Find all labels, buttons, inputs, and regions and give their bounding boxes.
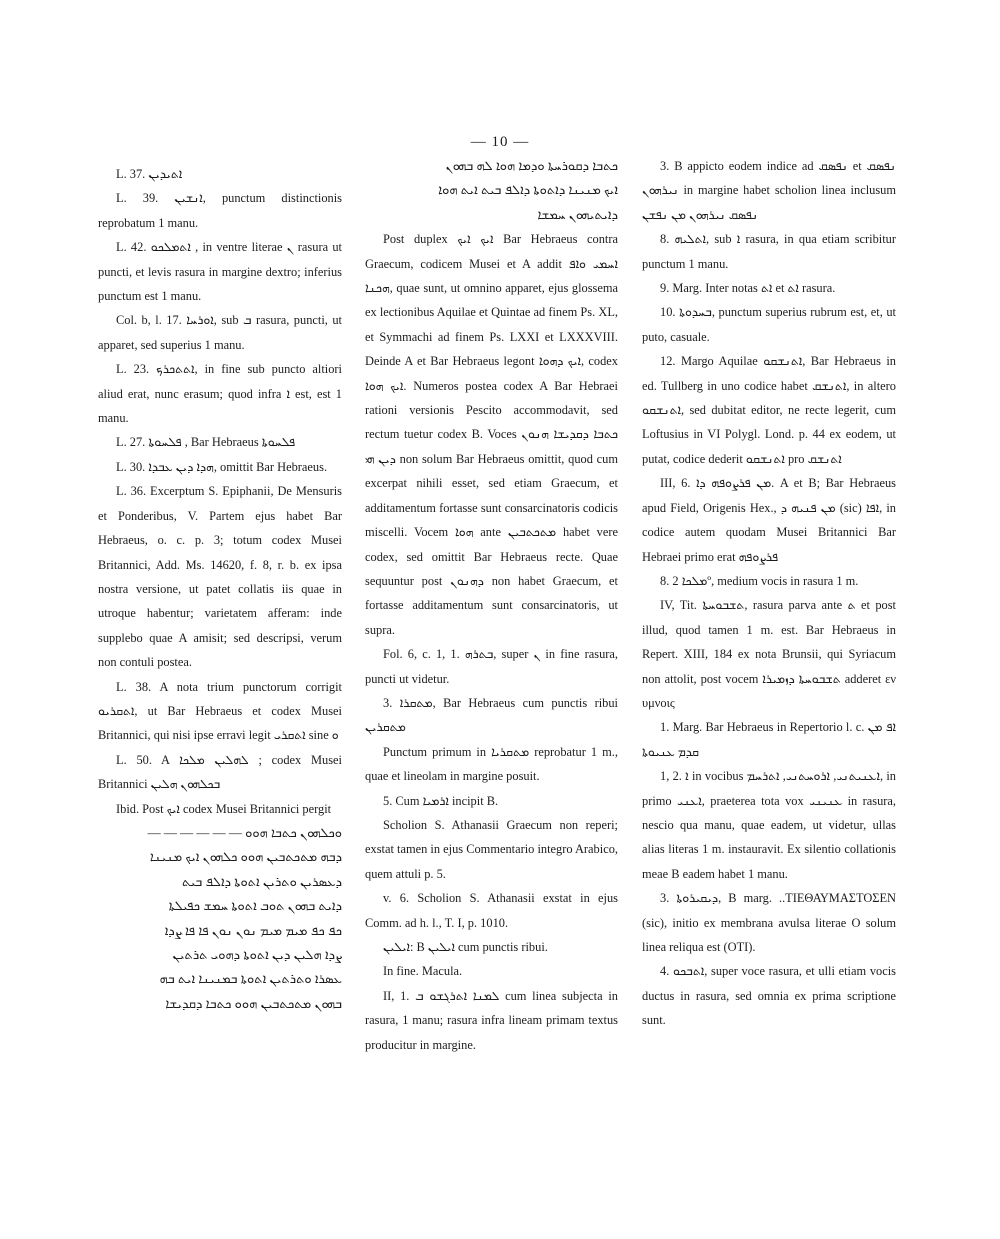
note-paragraph: 12. Margo Aquilae ܐܬܢܫܩܘ, Bar Hebraeus in ed. Tullberg in uno codice habet ܐܬܢܫܩ, in altero ܐܬܢܫܩܘ, sed dubitat editor, ne recte legerit, cum Loftusius in VI Polygl. Lond. p. 44 ex eodem, ut putat, codice dederit ܐܬܢܫܩܘ pro ܐܬܢܫܩ <box>642 354 896 466</box>
note-paragraph: In fine. Macula. <box>383 964 463 979</box>
syriac-line: ܐܝܟ ܡܢܝܢܐ ܕܐܬܘܬܐ ܕܐܠܦ ܒܝܬ ܐܝܬ ܗܘܐ <box>438 182 618 198</box>
note-paragraph: L. 50. A ܠܗܠܝܢ ܡܠܟܐ ; codex Musei Britannici ܒܟܠܗܘܢ ܗܠܝܢ <box>98 752 342 792</box>
note-paragraph: 3. ܡܬܩܪܐ, Bar Hebraeus cum punctis ribui ܡܬܩܪܝܢ <box>365 695 618 735</box>
note-paragraph: Fol. 6, c. 1, 1. ܒܬܪܗ, super ܢ in fine rasura, puncti ut videtur. <box>365 647 618 686</box>
note-paragraph: L. 23. ܐܬܬܟܪܟ, in fine sub puncto altiori aliud erat, nunc erasum; quod infra ܐ est, est 1 manu. <box>98 362 343 426</box>
note-paragraph: 8. ܡܠܟܐ 2º, medium vocis in rasura 1 m. <box>660 573 859 588</box>
page-number: — 10 — <box>470 134 530 150</box>
note-paragraph: L. 37. ܐܬܝܕܝܢ <box>116 167 183 181</box>
syriac-line: ܥܣܪܐ ܘܬܪܬܝܢ ܐܬܘܬܐ ܒܡܢܝܢܐ ܐܝܬ ܒܗ <box>159 971 342 987</box>
syriac-line: ܕܐܝܬܝܗܘܢ ܚܡܫܐ <box>537 206 618 222</box>
note-paragraph: L. 42. ܐܬܡܠܟܘ , in ventre literae ܢ rasura ut puncti, et levis rasura in margine dextro; inferius punctum est 1 manu. <box>98 240 342 304</box>
note-paragraph: L. 39. ܐܢܫܝܢ, punctum distinctionis reprobatum 1 manu. <box>98 191 342 230</box>
syriac-quotation <box>98 821 342 1016</box>
note-paragraph: Col. b, l. 17. ܐܘܪܚܐ, sub ܒ rasura, puncti, ut apparet, sed superius 1 manu. <box>98 313 342 352</box>
note-paragraph: II, 1. ܠܡܢܐ ܐܬܪܓܫܘ ܒ cum linea subjecta in rasura, 1 manu; rasura infra lineam primam textus producitur in margine. <box>365 988 618 1052</box>
right-column <box>642 154 896 1033</box>
note-paragraph: Post duplex ܐܝܟ ܐܝܟ Bar Hebraeus contra Graecum, codicem Musei et A addit ܐܚܡܝ ܘܐܦ ܗܟܢܐ, quae sunt, ut omnino apparet, ejus glossema ex lectionibus Aquilae et Quintae ad finem Ps. XL, et Symmachi ad finem Ps. LXXI et LXXXVIII. Deinde A et Bar Hebraeus legont ܐܝܟ ܕܗܘܐ, codex ܐܝܟ ܗܘܐ. Numeros postea codex A Bar Hebraei rationi versionis Pescito accommodavit, sed rectum tuetur codex B. Voces ܟܬܒܐ ܕܩܕܝܫܐ ܗܢܘܢ ܕܝܢ ܗܝ non solum Bar Hebraeus omittit, quod cum excerpat nihili esset, sed etiam Graecum, et additamentum fortasse sunt consarcinatoris codicis miscelli. Vocem ܗܘܐ ante ܡܬܟܬܒܝܢ habet vere codex, sed omittit Bar Hebraeus recte. Quae sequuntur post ܕܗܢܘܢ non habet Graecum, et fortasse additamentum sunt consarcinatoris, ut supra. <box>365 232 619 637</box>
note-paragraph: 5. Cum ܐܪܡܝܐ incipit B. <box>383 793 499 808</box>
note-paragraph: Ibid. Post ܐܝܟ codex Musei Britannici pergit <box>116 801 332 816</box>
note-paragraph: 1, 2. ܐ in vocibus ܐܥܢܝܬܢܝ, ܐܪܘܚܬܢܝ, ܐܬܪܚܡ, in primo ܐܥܢܝ, praeterea tota vox ܥܢܝܢܝ in rasura, nescio qua manu, quae eadem, ut videtur, ullas alias literas 1 m. instauravit. Ex silentio collationis meae B eadem habet 1 manu. <box>642 769 896 881</box>
syriac-line: ܘܟܠܗܘܢ ܟܬܒܐ ܗܘܘ — — — — — — <box>147 824 342 840</box>
syriac-line: ܨܕܐ ܗܠܝܢ ܕܝܢ ܐܬܘܬܐ ܕܗܘܝ ܬܪܬܝܢ <box>172 947 342 962</box>
syriac-line: ܕܒܗ ܡܬܟܬܒܝܢ ܗܘܘ ܟܠܗܘܢ ܐܝܟ ܡܢܝܢܐ <box>149 849 342 865</box>
syriac-quotation <box>365 154 618 227</box>
note-paragraph: L. 36. Excerptum S. Epiphanii, De Mensuris et Ponderibus, V. Partem ejus habet Bar Hebraeus, o. c. p. 3; totum codex Musei Britannici, Add. Ms. 14620, f. 8, r. b. ex ipsa nostra versione, ut patet collatis iis quae in utroque habentur; varietatem afferam: inde supplebo quae A amisit; sed descripsi, verum non contuli postea. <box>98 484 342 670</box>
syriac-line: ܕܐܝܬ ܒܗܘܢ ܬܘܒ ܐܬܘܬܐ ܚܡܫ ܟܦܝܠܬܐ <box>168 898 342 914</box>
note-paragraph: L. 27. ܦܠܚܘܬܐ , Bar Hebraeus ܦܠܚܘܬܐ <box>116 435 296 450</box>
syriac-line: ܕܥܣܪܝܢ ܘܬܪܝܢ ܐܬܘܬܐ ܕܐܠܦ ܒܝܬ <box>181 873 342 889</box>
note-paragraph: Punctum primum in ܡܬܩܪܝܐ reprobatur 1 m., quae et lineolam in margine posuit. <box>365 744 618 784</box>
note-paragraph: ܐܝܠܝܢ: B ܐܝܠܝܢ cum punctis ribui. <box>383 940 548 954</box>
note-paragraph: 3. B appicto eodem indice ad ܢܦܣܩ et ܢܦܣܩ ܢܝܪܗܘܢ in margine habet scholion linea inclusum ܢܦܣܩ ܢܝܪܗܘܢ ܡܢ ܢܦܫܢ <box>642 159 896 222</box>
note-paragraph: 8. ܐܬܠܝܗ, sub ܐ rasura, in qua etiam scribitur punctum 1 manu. <box>642 232 896 271</box>
note-paragraph: 10. ܒܚܕܘܬܐ, punctum superius rubrum est, et, ut puto, casuale. <box>642 305 896 344</box>
note-paragraph: III, 6. ܡܢ ܦܪܨܘܦܗ ܕܐ. A et B; Bar Hebraeus apud Field, Origenis Hex., ܡܢ ܦܢܝܗ ܕ (sic) ܐܦܐ, in codice autem quodam Musei Britannici Bar Hebraei primo erat ܦܪܨܘܦܗ <box>642 476 896 564</box>
note-paragraph: L. 30. ܗܕܐ ܕܝܢ ܥܒܕܐ, omittit Bar Hebraeus. <box>116 459 328 474</box>
note-paragraph: 9. Marg. Inter notas ܐܬ et ܐܬ rasura. <box>660 281 836 296</box>
note-paragraph: IV, Tit. ܬܫܒܘܚܬܐ, rasura parva ante ܬ et post illud, quod tamen 1 m. est. Bar Hebraeus in Repert. XIII, 184 ex nota Brunsii, qui Syriacum non attolit, post vocem ܬܫܒܘܚܬܐ ܕܙܡܝܪܐ adderet εν υμνοις <box>642 598 896 710</box>
note-paragraph: 4. ܐܬܒܟܘ, super voce rasura, et ulli etiam vocis ductus in rasura, sed omnia ex prima scriptione sunt. <box>642 964 896 1028</box>
middle-column <box>365 154 618 1057</box>
note-paragraph: 3. ܕܝܩܝܪܘܬܐ, B marg. ..ΤΙΕΘΑΥΜΑΣΤΟΣΕΝ (sic), initio ex membrana avulsa literae Ο solum linea reliqua est (ΟΤΙ). <box>642 891 896 954</box>
left-column <box>98 162 342 1016</box>
syriac-line: ܟܬܒܐ ܕܩܘܪܚܬܐ ܘܕܡܐ ܗܘܐ ܠܗ ܒܗܘܢ <box>445 158 618 173</box>
note-paragraph: v. 6. Scholion S. Athanasii exstat in ejus Comm. ad h. l., T. I, p. 1010. <box>365 891 618 930</box>
syriac-line: ܟܦ ܟܦ ܡܝܡ ܡܝܡ ܢܘܢ ܢܘܢ ܦܐ ܦܐ ܨܕܐ <box>164 922 342 938</box>
syriac-line: ܒܗܘܢ ܡܬܟܬܒܝܢ ܗܘܘ ܟܬܒܐ ܕܩܕܝܫܐ <box>165 995 342 1011</box>
note-paragraph: 1. Marg. Bar Hebraeus in Repertorio l. c. ܐܦ ܡܢ ܩܕܡ ܥܢܝܘܬܐ <box>642 720 896 759</box>
note-paragraph: Scholion S. Athanasii Graecum non reperi; exstat tamen in ejus Commentario integro Arabico, quem attuli p. 5. <box>365 817 618 881</box>
note-paragraph: L. 38. A nota trium punctorum corrigit ܐܬܩܪܝܘ, ut Bar Hebraeus et codex Musei Britannici, qui nisi ipse erravi legit ܐܬܩܪܝ sine ܘ <box>98 679 342 743</box>
